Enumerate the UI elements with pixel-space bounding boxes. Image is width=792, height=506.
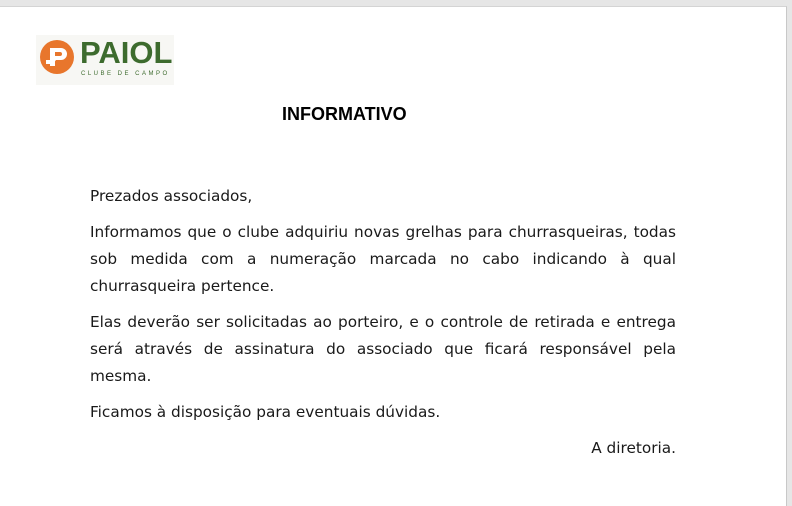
paragraph-grills: Informamos que o clube adquiriu novas grelhas para churrasqueiras, todas sob medida com a numeração marcada no cabo indicando à qual churrasqueira pertence. (90, 223, 676, 295)
paragraph-procedure: Elas deverão ser solicitadas ao porteiro, e o controle de retirada e entrega será através de assinatura do associado que ficará responsável pela mesma. (90, 313, 676, 385)
signature-text: A diretoria. (591, 439, 676, 457)
document-title: INFORMATIVO (282, 104, 407, 124)
closing-text: Ficamos à disposição para eventuais dúvidas. (90, 403, 441, 421)
greeting-text: Prezados associados, (90, 187, 253, 205)
paiol-logo-icon (39, 39, 75, 75)
logo-wordmark: PAIOL (80, 35, 173, 70)
logo-tagline: CLUBE DE CAMPO (81, 71, 170, 77)
document-body (90, 183, 676, 471)
document-page (0, 6, 787, 506)
club-logo (36, 35, 174, 85)
